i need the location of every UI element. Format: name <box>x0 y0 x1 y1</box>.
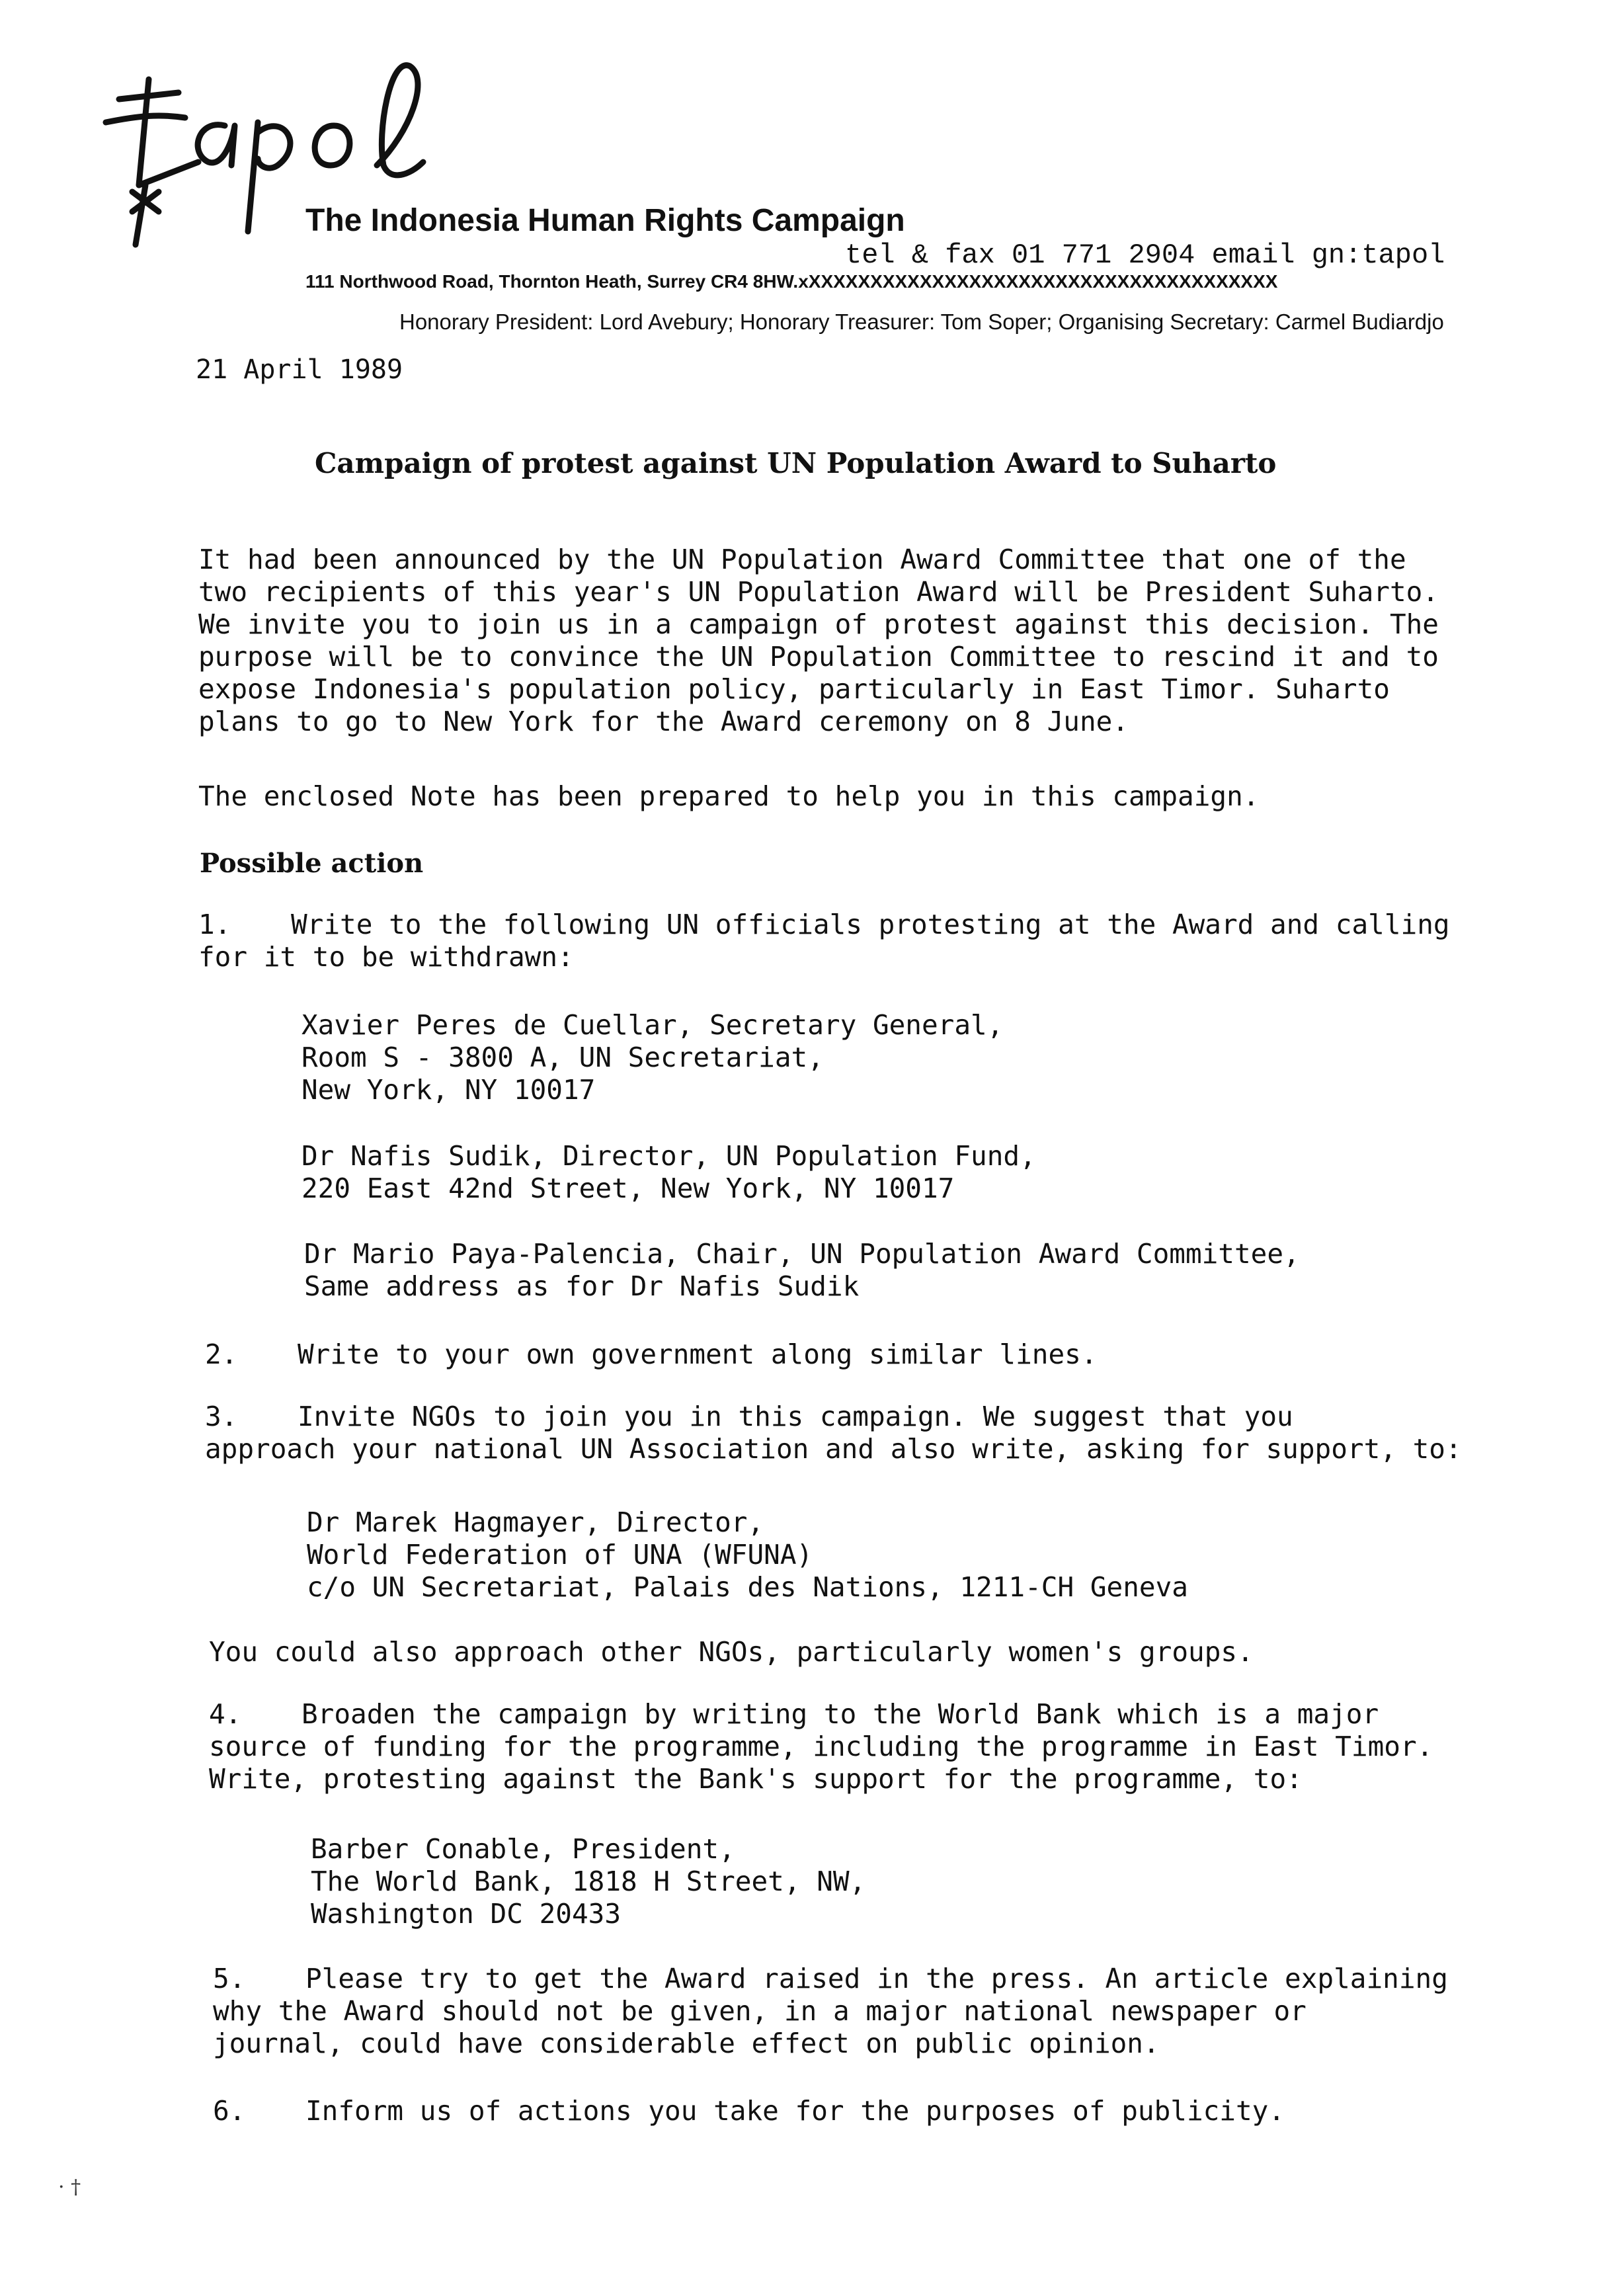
item-number: 2. <box>205 1338 238 1370</box>
item-text: Write to the following UN officials protesting at the Award and calling <box>291 909 1450 940</box>
item-text: for it to be withdrawn: <box>198 941 574 973</box>
item-text: source of funding for the programme, including the programme in East Timor. <box>209 1731 1433 1762</box>
org-name: The Indonesia Human Rights Campaign <box>305 203 905 238</box>
letter-date: 21 April 1989 <box>196 354 403 385</box>
enclosed-note: The enclosed Note has been prepared to help you in this campaign. <box>198 780 1260 812</box>
item-text: approach your national UN Association and also write, asking for support, to: <box>205 1433 1462 1465</box>
action-item-5 <box>213 1963 1448 2060</box>
item-number: 4. <box>209 1698 242 1730</box>
item-number: 5. <box>213 1963 246 1994</box>
address-block: Xavier Peres de Cuellar, Secretary General, Room S - 3800 A, UN Secretariat, New York, NY 10017 <box>302 1009 1004 1106</box>
also-approach: You could also approach other NGOs, particularly women's groups. <box>209 1636 1254 1668</box>
officers-line: Honorary President: Lord Avebury; Honorary Treasurer: Tom Soper; Organising Secretary: Carmel Budiardjo <box>399 309 1444 334</box>
item-text: Invite NGOs to join you in this campaign. We suggest that you <box>298 1401 1293 1432</box>
org-address <box>305 271 1277 292</box>
page-mark: · † <box>58 2176 81 2199</box>
item-text: journal, could have considerable effect on public opinion. <box>213 2028 1160 2059</box>
item-text: Write, protesting against the Bank's support for the programme, to: <box>209 1763 1303 1795</box>
intro-line: It had been announced by the UN Population Award Committee that one of the <box>198 544 1406 575</box>
item-number: 3. <box>205 1401 238 1432</box>
item-text: Inform us of actions you take for the purposes of publicity. <box>305 2095 1285 2127</box>
item-text: why the Award should not be given, in a major national newspaper or <box>213 1995 1306 2027</box>
item-number: 6. <box>213 2095 246 2127</box>
struck-out-contact: xXXXXXXXXXXXXXXXXXXXXXXXXXXXXXXXXXXXXXX <box>798 271 1278 292</box>
address-block: Dr Nafis Sudik, Director, UN Population Fund, 220 East 42nd Street, New York, NY 10017 <box>302 1140 1036 1204</box>
address-block: Dr Marek Hagmayer, Director, World Federation of UNA (WFUNA) c/o UN Secretariat, Palais des Nations, 1211-CH Geneva <box>307 1506 1188 1603</box>
action-item-6 <box>213 2095 1423 2127</box>
action-item-3 <box>205 1401 1462 1465</box>
logo-text: tapol <box>99 43 126 56</box>
intro-line: We invite you to join us in a campaign of protest against this decision. The <box>198 608 1439 640</box>
action-item-4 <box>209 1698 1433 1795</box>
item-number: 1. <box>198 909 231 940</box>
action-item-2 <box>205 1338 1415 1371</box>
address-block: Dr Mario Paya-Palencia, Chair, UN Population Award Committee, Same address as for Dr Nafis Sudik <box>304 1238 1300 1302</box>
address-block: Barber Conable, President, The World Bank, 1818 H Street, NW, Washington DC 20433 <box>311 1833 866 1930</box>
address-text: 111 Northwood Road, Thornton Heath, Surrey CR4 8HW. <box>305 271 799 292</box>
intro-line: two recipients of this year's UN Population Award will be President Suharto. <box>198 576 1439 608</box>
intro-line: purpose will be to convince the UN Population Committee to rescind it and to <box>198 641 1439 673</box>
letter-heading: Campaign of protest against UN Population Award to Suharto <box>315 447 1277 479</box>
intro-line: expose Indonesia's population policy, particularly in East Timor. Suharto <box>198 673 1390 705</box>
possible-action-heading: Possible action <box>200 848 424 879</box>
item-text: Please try to get the Award raised in the press. An article explaining <box>305 1963 1448 1994</box>
action-item-1 <box>198 909 1450 973</box>
intro-line: plans to go to New York for the Award ceremony on 8 June. <box>198 706 1129 737</box>
item-text: Broaden the campaign by writing to the World Bank which is a major <box>302 1698 1379 1730</box>
contact-overtype: tel & fax 01 771 2904 email gn:tapol <box>845 239 1445 271</box>
intro-paragraph <box>198 544 1439 738</box>
item-text: Write to your own government along similar lines. <box>298 1338 1098 1370</box>
